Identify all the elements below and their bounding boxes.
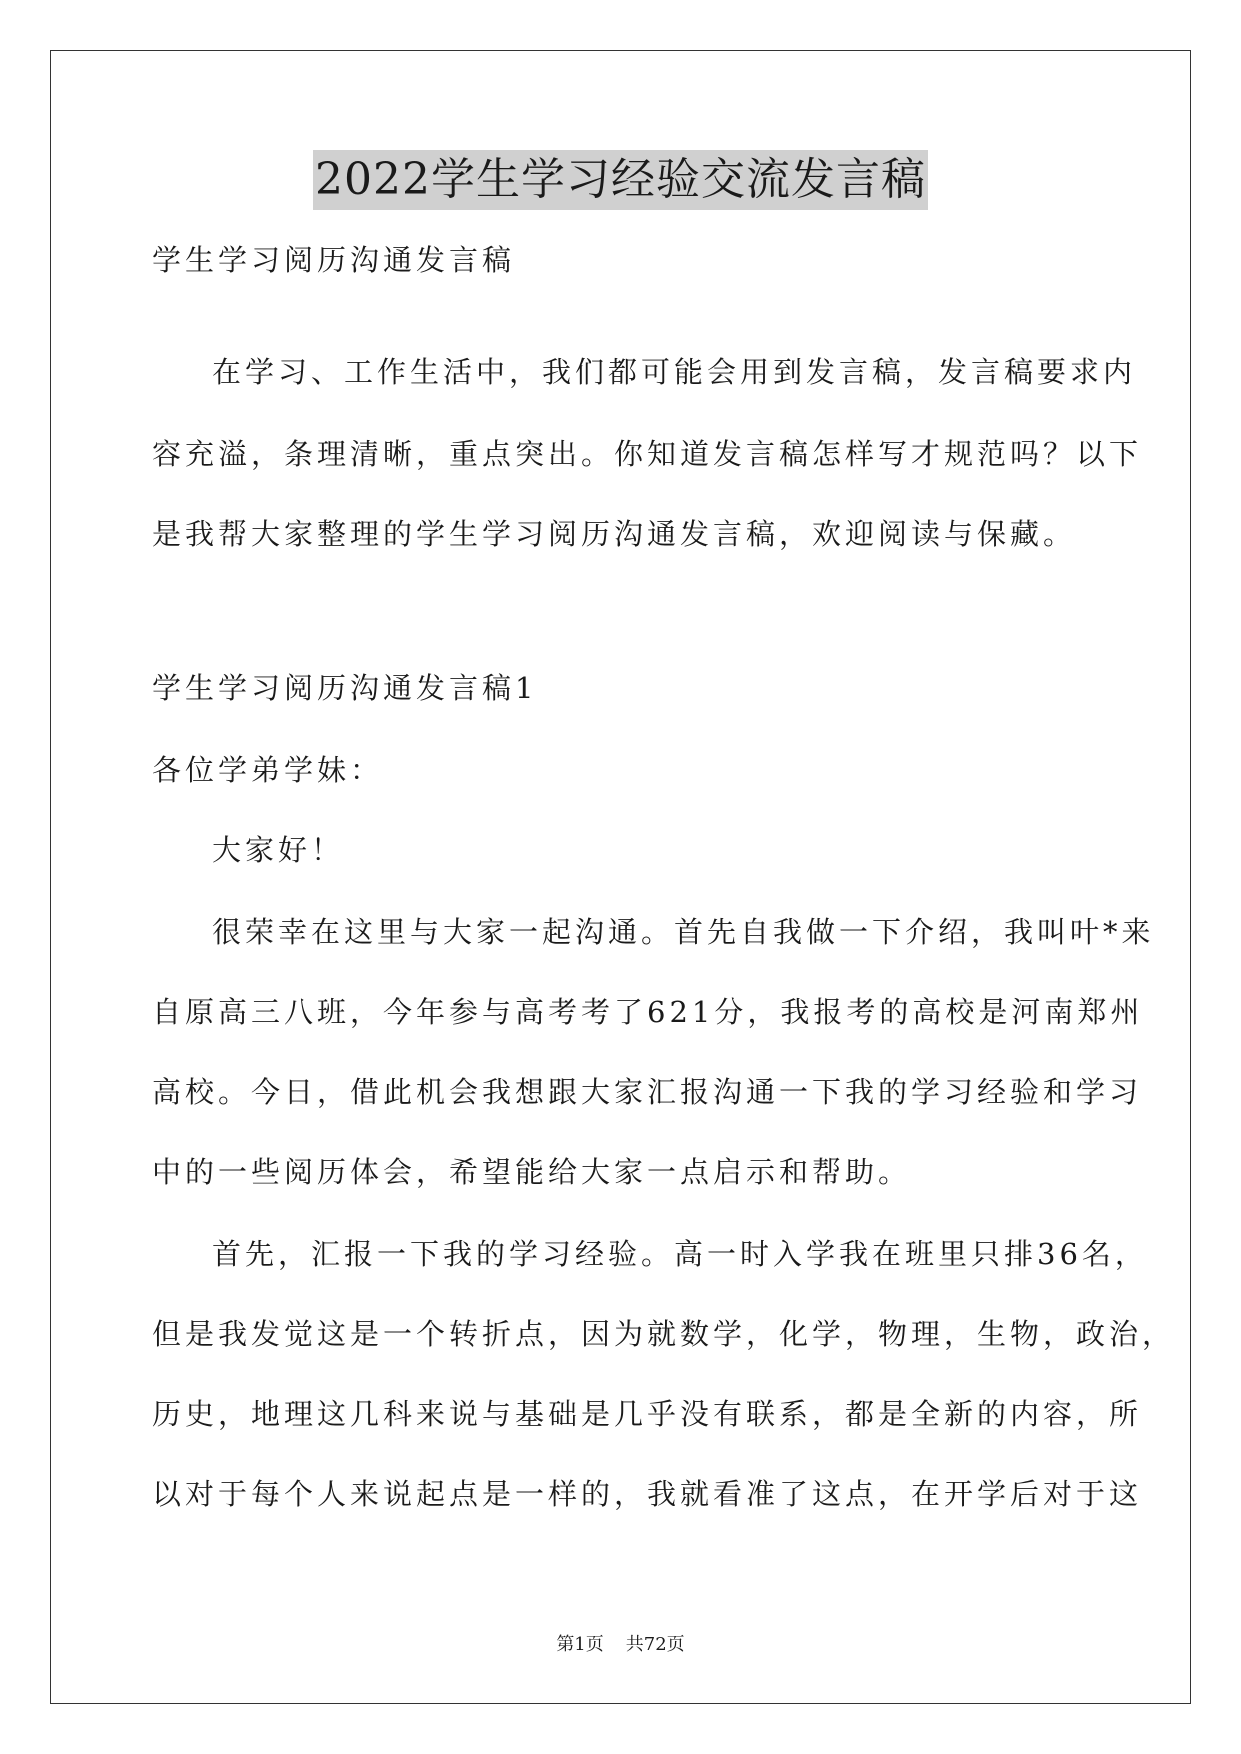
greeting: 大家好！ — [212, 833, 345, 867]
page-border — [50, 50, 1191, 1704]
paragraph-line: 中的一些阅历体会，希望能给大家一点启示和帮助。 — [152, 1155, 912, 1189]
document-title: 2022学生学习经验交流发言稿 — [313, 150, 928, 210]
paragraph-line: 但是我发觉这是一个转折点，因为就数学，化学，物理，生物，政治， — [152, 1317, 1176, 1351]
section-heading: 学生学习阅历沟通发言稿 — [152, 243, 516, 277]
page-footer — [0, 1633, 1241, 1657]
paragraph-line: 以对于每个人来说起点是一样的，我就看准了这点，在开学后对于这 — [152, 1477, 1143, 1511]
page-current: 第1页 — [556, 1634, 604, 1655]
paragraph-line: 高校。今日，借此机会我想跟大家汇报沟通一下我的学习经验和学习 — [152, 1075, 1143, 1109]
salutation: 各位学弟学妹： — [152, 753, 384, 787]
paragraph-line: 自原高三八班，今年参与高考考了621分，我报考的高校是河南郑州 — [152, 995, 1144, 1029]
page-total: 共72页 — [625, 1634, 685, 1655]
paragraph-line: 首先，汇报一下我的学习经验。高一时入学我在班里只排36名， — [212, 1237, 1148, 1271]
paragraph-line: 是我帮大家整理的学生学习阅历沟通发言稿，欢迎阅读与保藏。 — [152, 517, 1077, 551]
paragraph-line: 历史，地理这几科来说与基础是几乎没有联系，都是全新的内容，所 — [152, 1397, 1143, 1431]
section-heading: 学生学习阅历沟通发言稿1 — [152, 671, 538, 705]
paragraph-line: 在学习、工作生活中，我们都可能会用到发言稿，发言稿要求内 — [212, 355, 1137, 389]
title-wrap — [0, 150, 1241, 210]
paragraph-line: 很荣幸在这里与大家一起沟通。首先自我做一下介绍，我叫叶*来 — [212, 915, 1155, 949]
paragraph-line: 容充溢，条理清晰，重点突出。你知道发言稿怎样写才规范吗？以下 — [152, 437, 1143, 471]
